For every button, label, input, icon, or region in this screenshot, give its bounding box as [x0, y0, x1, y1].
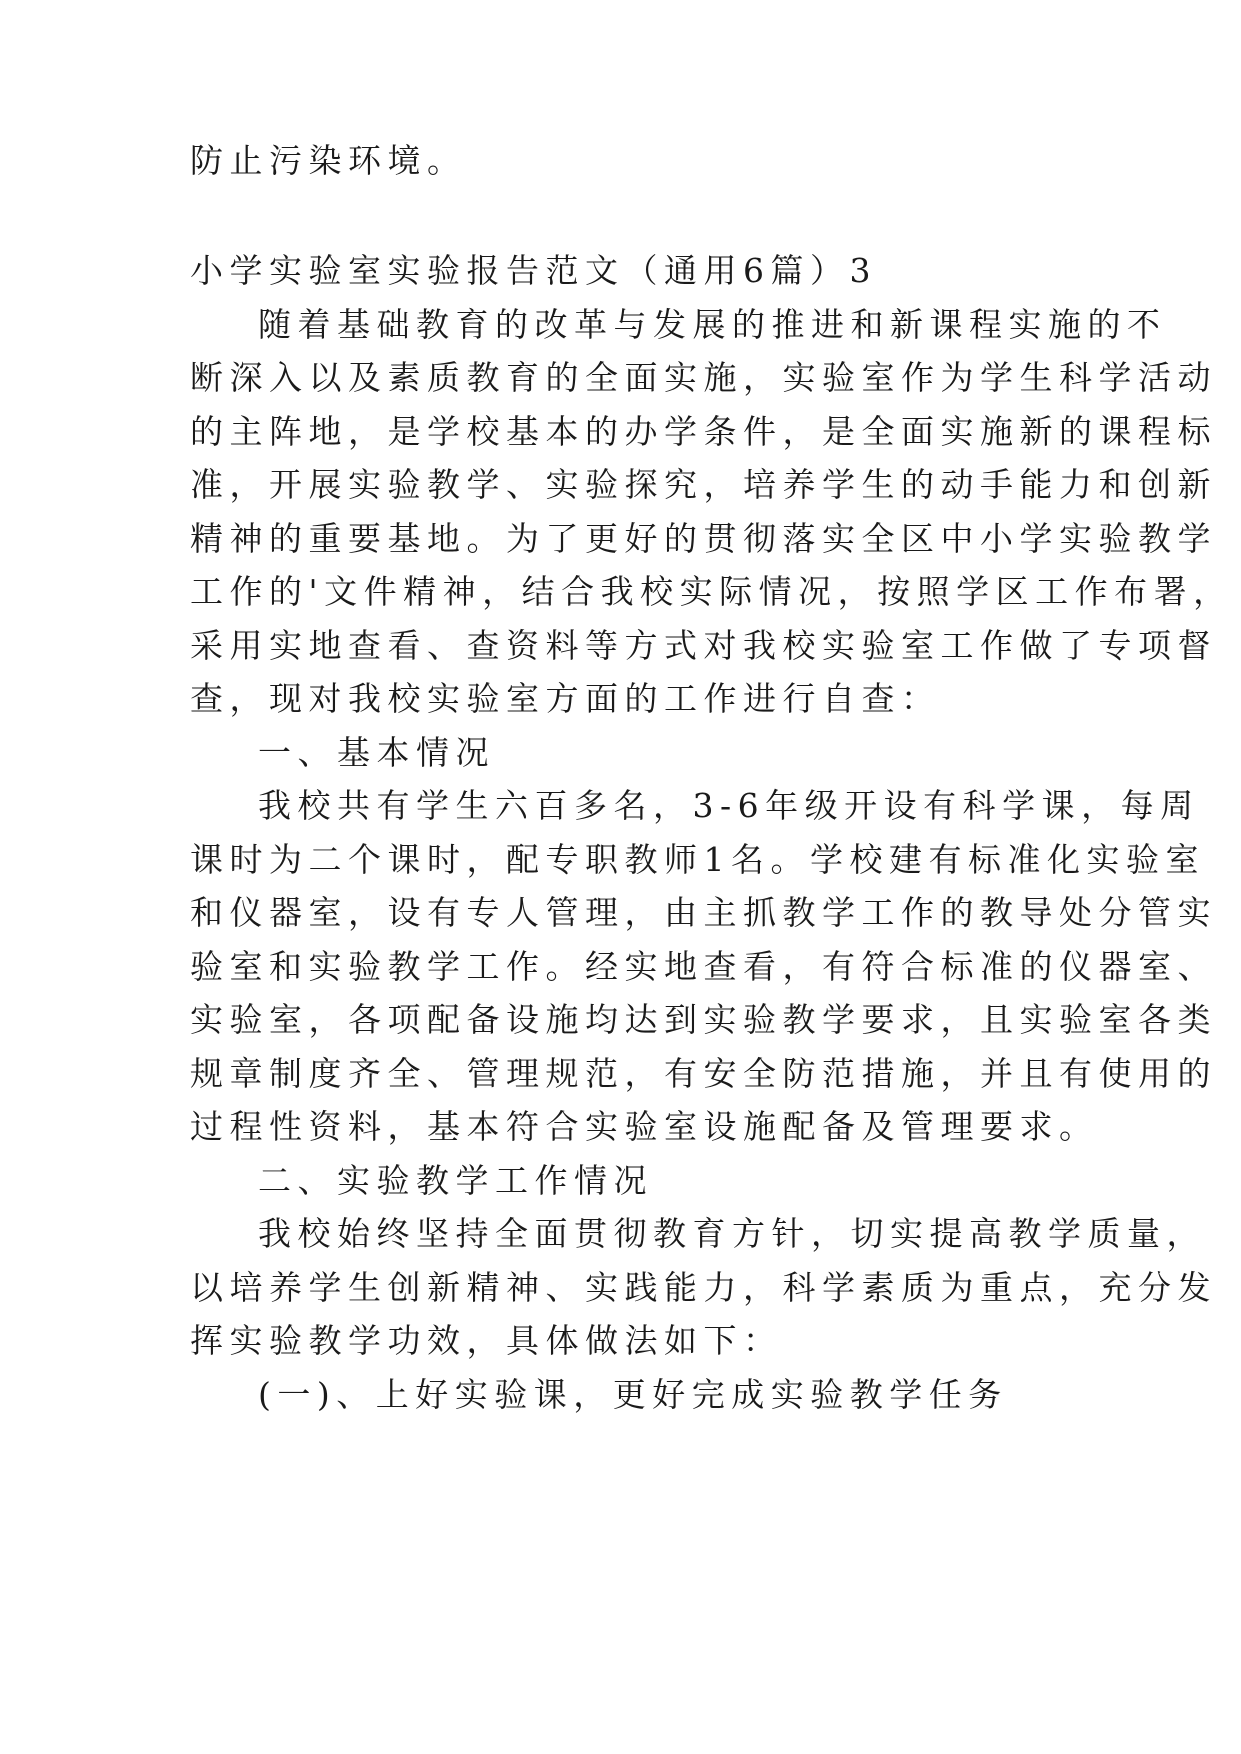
paragraph-line: 规章制度齐全、管理规范，有安全防范措施，并且有使用的 [190, 1054, 1217, 1093]
paragraph-line: 我校共有学生六百多名，3-6年级开设有科学课，每周 [258, 786, 1200, 825]
paragraph-line: 课时为二个课时，配专职教师1名。学校建有标准化实验室 [190, 840, 1205, 879]
paragraph-line: 随着基础教育的改革与发展的推进和新课程实施的不 [258, 305, 1167, 344]
paragraph-line: 我校始终坚持全面贯彻教育方针，切实提高教学质量， [258, 1214, 1206, 1253]
paragraph-line: 验室和实验教学工作。经实地查看，有符合标准的仪器室、 [190, 947, 1217, 986]
paragraph-line: 精神的重要基地。为了更好的贯彻落实全区中小学实验教学 [190, 519, 1217, 558]
paragraph-line: 实验室，各项配备设施均达到实验教学要求，且实验室各类 [190, 1000, 1217, 1039]
top-fragment: 防止污染环境。 [190, 141, 467, 180]
paragraph-line: 工作的'文件精神，结合我校实际情况，按照学区工作布署， [190, 572, 1233, 611]
paragraph-line: 断深入以及素质教育的全面实施，实验室作为学生科学活动 [190, 358, 1217, 397]
paragraph-line: 和仪器室，设有专人管理，由主抓教学工作的教导处分管实 [190, 893, 1217, 932]
heading-teaching-situation: 二、实验教学工作情况 [258, 1161, 653, 1200]
subheading-lab-classes: (一)、上好实验课，更好完成实验教学任务 [258, 1375, 1008, 1414]
paragraph-line: 以培养学生创新精神、实践能力，科学素质为重点，充分发 [190, 1268, 1217, 1307]
paragraph-line: 过程性资料，基本符合实验室设施配备及管理要求。 [190, 1107, 1099, 1146]
paragraph-line: 查，现对我校实验室方面的工作进行自查： [190, 679, 941, 718]
heading-basic-situation: 一、基本情况 [258, 733, 495, 772]
paragraph-line: 的主阵地，是学校基本的办学条件，是全面实施新的课程标 [190, 412, 1217, 451]
section-title: 小学实验室实验报告范文（通用6篇）3 [190, 251, 877, 290]
paragraph-line: 采用实地查看、查资料等方式对我校实验室工作做了专项督 [190, 626, 1217, 665]
paragraph-line: 挥实验教学功效，具体做法如下： [190, 1321, 783, 1360]
paragraph-line: 准，开展实验教学、实验探究，培养学生的动手能力和创新 [190, 465, 1217, 504]
